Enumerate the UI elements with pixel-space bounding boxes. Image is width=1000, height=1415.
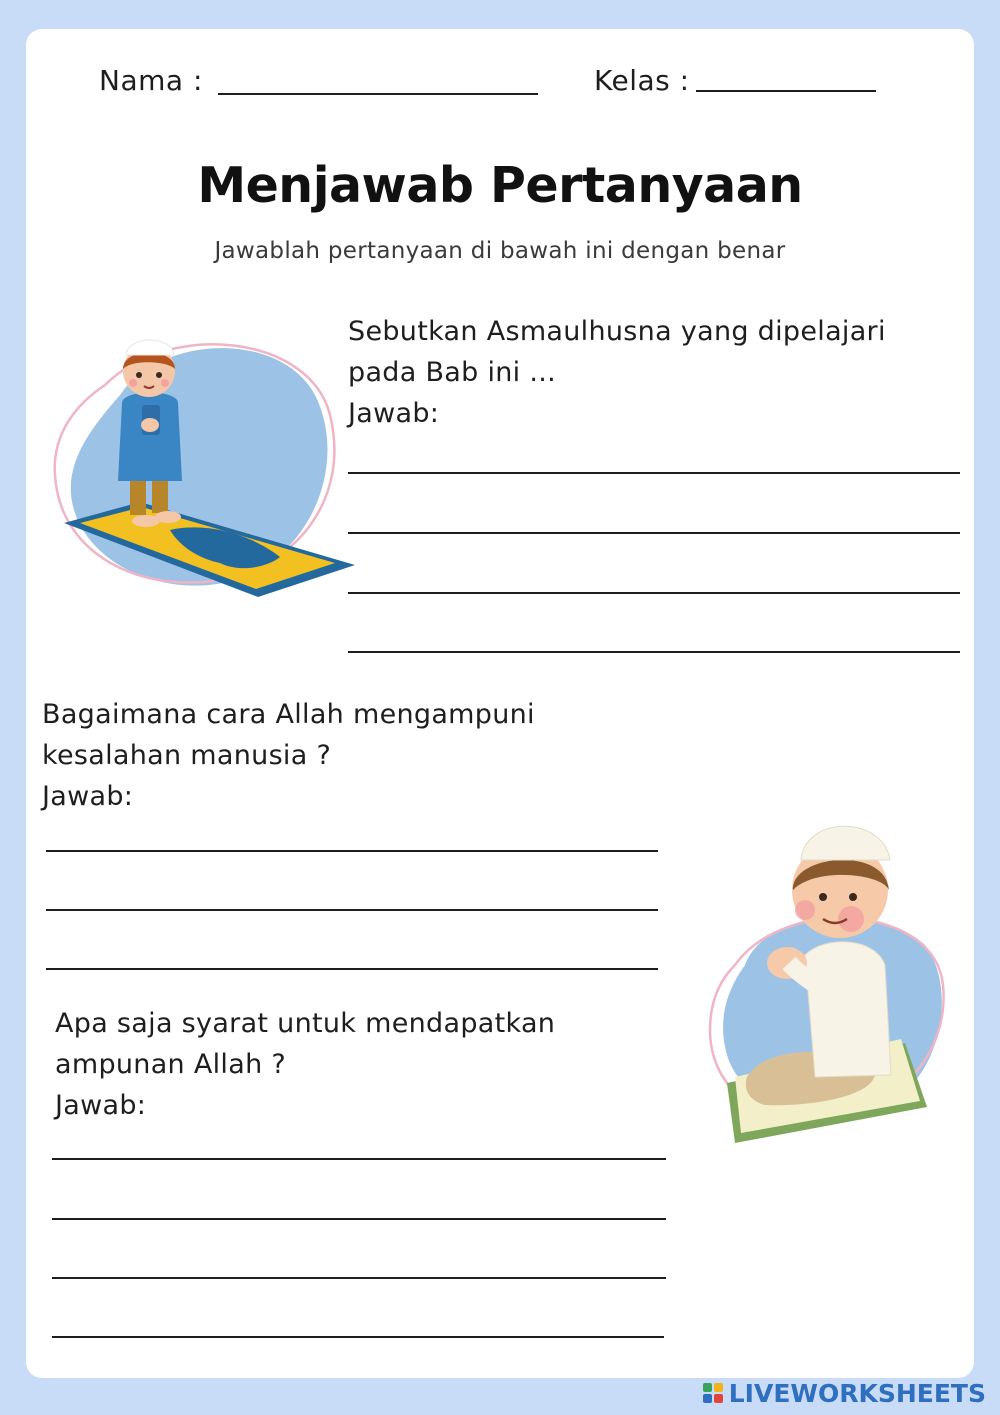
question-2-answer-line[interactable] bbox=[46, 850, 658, 852]
question-2-answer-line[interactable] bbox=[46, 968, 658, 970]
question-1-line-2: pada Bab ini ... bbox=[348, 357, 556, 388]
question-3-answer-line[interactable] bbox=[52, 1158, 666, 1160]
question-3 bbox=[55, 1003, 555, 1126]
name-label: Nama : bbox=[99, 64, 203, 97]
question-2-answer-label: Jawab: bbox=[42, 781, 134, 812]
liveworksheets-logo-icon bbox=[703, 1383, 723, 1403]
question-2-answer-line[interactable] bbox=[46, 909, 658, 911]
question-1-answer-line[interactable] bbox=[348, 472, 960, 474]
question-3-answer-line[interactable] bbox=[52, 1218, 666, 1220]
question-2-line-2: kesalahan manusia ? bbox=[42, 740, 332, 771]
question-3-answer-line[interactable] bbox=[52, 1336, 664, 1338]
page-subtitle: Jawablah pertanyaan di bawah ini dengan benar bbox=[214, 238, 786, 264]
class-label: Kelas : bbox=[594, 64, 690, 97]
question-1-answer-line[interactable] bbox=[348, 651, 960, 653]
question-1-answer-line[interactable] bbox=[348, 592, 960, 594]
question-2 bbox=[42, 694, 535, 817]
question-3-line-2: ampunan Allah ? bbox=[55, 1049, 286, 1080]
question-1 bbox=[348, 311, 886, 434]
question-1-answer-line[interactable] bbox=[348, 532, 960, 534]
name-input-line[interactable] bbox=[218, 93, 538, 95]
question-3-answer-label: Jawab: bbox=[55, 1090, 147, 1121]
brand-name: LIVEWORKSHEETS bbox=[728, 1378, 986, 1408]
question-3-line-1: Apa saja syarat untuk mendapatkan bbox=[55, 1008, 556, 1039]
question-1-line-1: Sebutkan Asmaulhusna yang dipelajari bbox=[348, 316, 886, 347]
page-title: Menjawab Pertanyaan bbox=[197, 157, 803, 214]
question-1-answer-label: Jawab: bbox=[348, 398, 440, 429]
question-2-line-1: Bagaimana cara Allah mengampuni bbox=[42, 699, 535, 730]
boy-praying-on-mat-icon bbox=[50, 325, 360, 605]
boy-kneeling-praying-icon bbox=[705, 815, 950, 1145]
class-input-line[interactable] bbox=[696, 90, 876, 92]
question-3-answer-line[interactable] bbox=[52, 1277, 666, 1279]
liveworksheets-logo[interactable] bbox=[703, 1377, 986, 1409]
